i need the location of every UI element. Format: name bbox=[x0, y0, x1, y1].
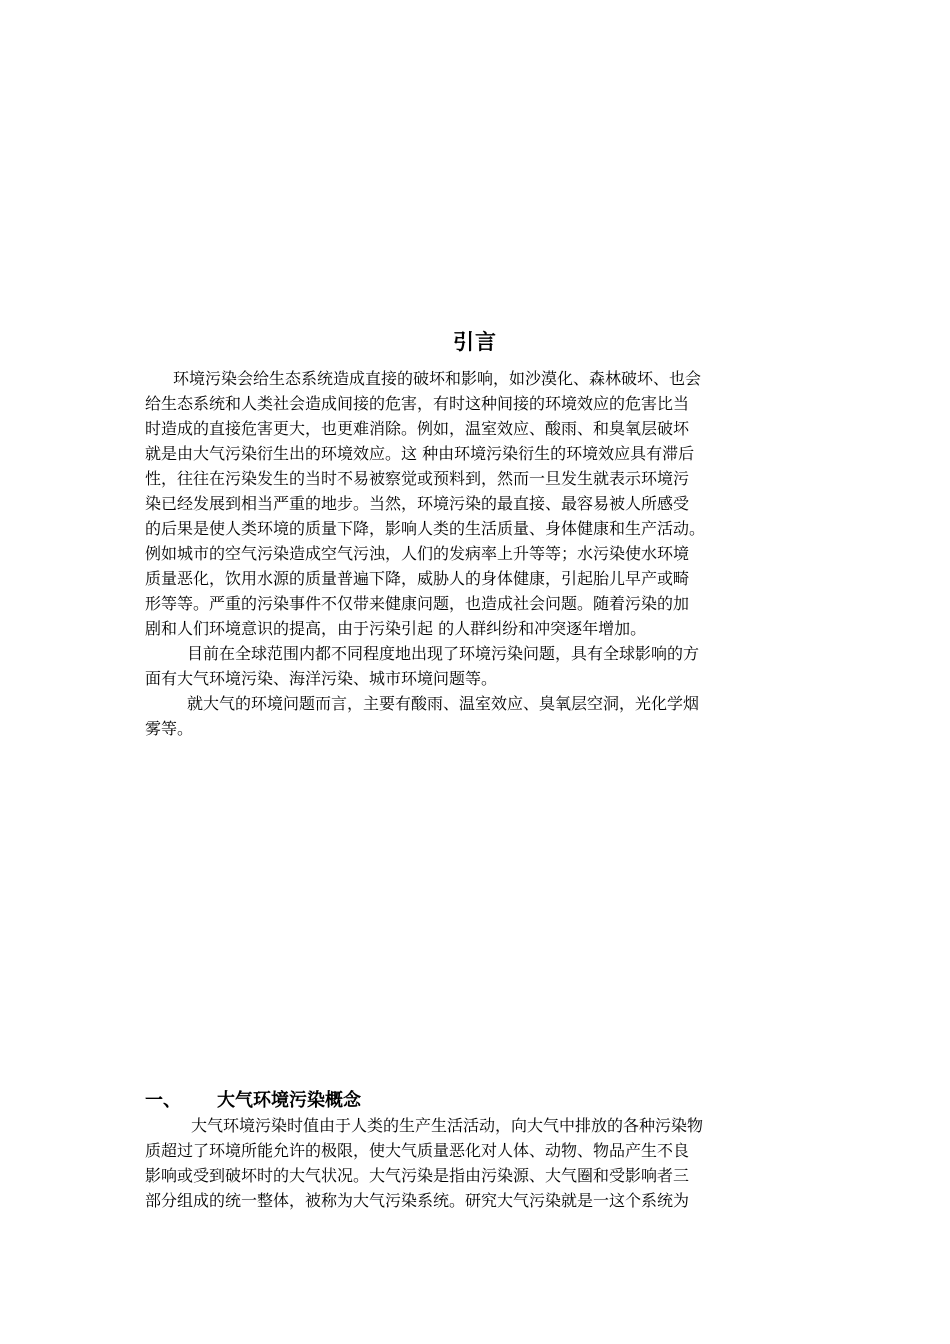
section-paragraph-line: 大气环境污染时值由于人类的生产生活活动，向大气中排放的各种污染物 bbox=[191, 1116, 704, 1135]
section-title: 大气环境污染概念 bbox=[217, 1090, 361, 1111]
intro-paragraph-line: 给生态系统和人类社会造成间接的危害，有时这种间接的环境效应的危害比当 bbox=[145, 394, 690, 413]
intro-paragraph-line: 剧和人们环境意识的提高，由于污染引起 的人群纠纷和冲突逐年增加。 bbox=[145, 619, 647, 638]
section-paragraph-line: 部分组成的统一整体，被称为大气污染系统。研究大气污染就是一这个系统为 bbox=[145, 1191, 690, 1210]
intro-paragraph-line: 的后果是使人类环境的质量下降，影响人类的生活质量、身体健康和生产活动。 bbox=[145, 519, 706, 538]
intro-paragraph-line: 面有大气环境污染、海洋污染、城市环境问题等。 bbox=[145, 669, 498, 688]
intro-paragraph-line: 形等等。严重的污染事件不仅带来健康问题，也造成社会问题。随着污染的加 bbox=[145, 594, 690, 613]
intro-paragraph-line: 质量恶化，饮用水源的质量普遍下降，威胁人的身体健康，引起胎儿早产或畸 bbox=[145, 569, 690, 588]
intro-paragraph-line: 时造成的直接危害更大，也更难消除。例如，温室效应、酸雨、和臭氧层破坏 bbox=[145, 419, 690, 438]
intro-title: 引言 bbox=[453, 330, 497, 354]
intro-paragraph-line: 环境污染会给生态系统造成直接的破坏和影响，如沙漠化、森林破坏、也会 bbox=[173, 369, 702, 388]
intro-paragraph-line: 就大气的环境问题而言，主要有酸雨、温室效应、臭氧层空洞，光化学烟 bbox=[187, 694, 700, 713]
section-paragraph-line: 质超过了环境所能允许的极限，使大气质量恶化对人体、动物、物品产生不良 bbox=[145, 1141, 690, 1160]
section-heading bbox=[145, 1087, 361, 1115]
intro-paragraph-line: 性，往往在污染发生的当时不易被察觉或预料到，然而一旦发生就表示环境污 bbox=[145, 469, 690, 488]
intro-paragraph-line: 染已经发展到相当严重的地步。当然，环境污染的最直接、最容易被人所感受 bbox=[145, 494, 690, 513]
section-paragraph-line: 影响或受到破坏时的大气状况。大气污染是指由污染源、大气圈和受影响者三 bbox=[145, 1166, 690, 1185]
intro-paragraph-line: 雾等。 bbox=[145, 719, 194, 738]
intro-paragraph-line: 目前在全球范围内都不同程度地出现了环境污染问题，具有全球影响的方 bbox=[187, 644, 700, 663]
section-number: 一、 bbox=[145, 1090, 181, 1111]
intro-paragraph-line: 就是由大气污染衍生出的环境效应。这 种由环境污染衍生的环境效应具有滞后 bbox=[145, 444, 695, 463]
intro-paragraph-line: 例如城市的空气污染造成空气污浊，人们的发病率上升等等；水污染使水环境 bbox=[145, 544, 690, 563]
